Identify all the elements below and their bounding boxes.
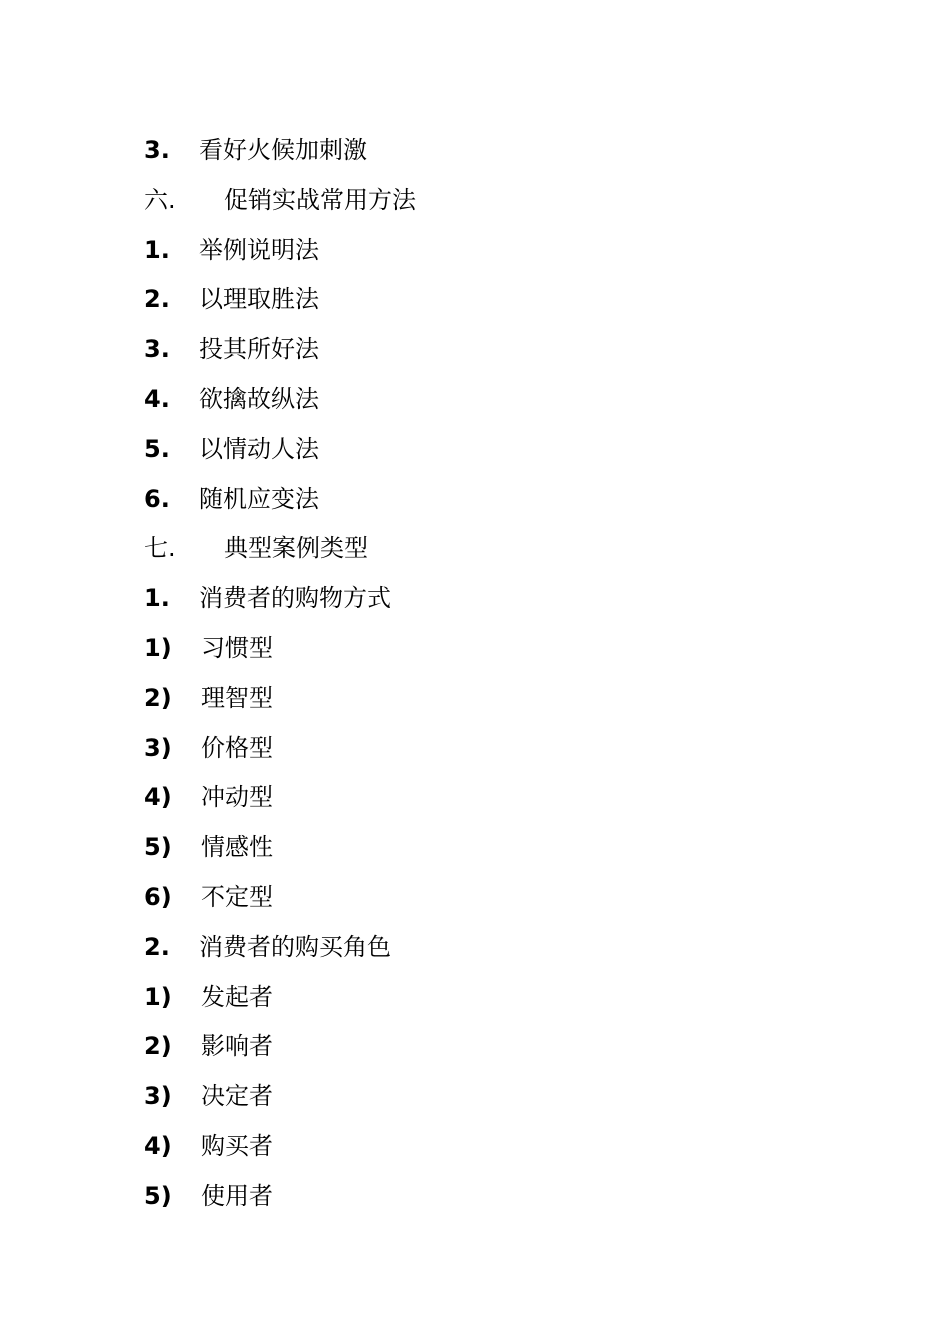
list-item: [144, 377, 844, 427]
sub-list-item: [144, 825, 844, 875]
item-text: 投其所好法: [199, 335, 319, 364]
sub-item-number: 4): [144, 1131, 172, 1160]
item-number: 1.: [144, 235, 170, 264]
sub-item-number: 3): [144, 733, 172, 762]
sub-item-number: 1): [144, 982, 172, 1011]
section-number: 六.: [144, 185, 176, 214]
list-item: [144, 327, 844, 377]
sub-item-number: 1): [144, 633, 172, 662]
item-number: 5.: [144, 434, 170, 463]
list-item: [144, 477, 844, 527]
item-number: 3.: [144, 335, 170, 364]
item-number: 4.: [144, 384, 170, 413]
item-text: 以理取胜法: [199, 285, 319, 314]
sub-list-item: [144, 1174, 844, 1224]
item-text: 以情动人法: [199, 434, 319, 463]
outline-list: [144, 128, 844, 1224]
list-item: [144, 277, 844, 327]
sub-item-number: 5): [144, 833, 172, 862]
sub-item-text: 不定型: [201, 882, 273, 911]
sub-item-text: 习惯型: [201, 633, 273, 662]
sub-item-number: 2): [144, 1032, 172, 1061]
sub-item-number: 6): [144, 882, 172, 911]
item-number: 2.: [144, 285, 170, 314]
sub-item-text: 冲动型: [201, 783, 273, 812]
item-text: 随机应变法: [199, 484, 319, 513]
sub-item-number: 5): [144, 1181, 172, 1210]
sub-item-text: 决定者: [201, 1082, 273, 1111]
item-text: 欲擒故纵法: [199, 384, 319, 413]
sub-item-number: 3): [144, 1082, 172, 1111]
section-heading: [144, 526, 844, 576]
section-heading: [144, 178, 844, 228]
sub-list-item: [144, 775, 844, 825]
item-text: 举例说明法: [199, 235, 319, 264]
item-number: 3.: [144, 136, 170, 164]
sub-list-item: [144, 1024, 844, 1074]
sub-list-item: [144, 875, 844, 925]
sub-list-item: [144, 1074, 844, 1124]
list-item: [144, 576, 844, 626]
list-item: [144, 128, 844, 178]
list-item: [144, 427, 844, 477]
sub-list-item: [144, 676, 844, 726]
list-item: [144, 228, 844, 278]
item-number: 2.: [144, 932, 170, 961]
item-number: 1.: [144, 584, 170, 613]
sub-item-text: 影响者: [201, 1032, 273, 1061]
item-text: 看好火候加刺激: [199, 136, 367, 164]
item-text: 消费者的购买角色: [199, 932, 391, 961]
sub-list-item: [144, 626, 844, 676]
sub-item-text: 情感性: [201, 833, 273, 862]
item-number: 6.: [144, 484, 170, 513]
sub-item-number: 2): [144, 683, 172, 712]
sub-item-text: 价格型: [201, 733, 273, 762]
sub-item-text: 发起者: [201, 982, 273, 1011]
item-text: 消费者的购物方式: [199, 584, 391, 613]
section-title: 促销实战常用方法: [224, 185, 416, 214]
sub-list-item: [144, 726, 844, 776]
sub-item-text: 购买者: [201, 1131, 273, 1160]
section-number: 七.: [144, 534, 176, 563]
sub-list-item: [144, 975, 844, 1025]
sub-item-text: 使用者: [201, 1181, 273, 1210]
sub-item-number: 4): [144, 783, 172, 812]
sub-item-text: 理智型: [201, 683, 273, 712]
section-title: 典型案例类型: [224, 534, 368, 563]
sub-list-item: [144, 1124, 844, 1174]
list-item: [144, 925, 844, 975]
